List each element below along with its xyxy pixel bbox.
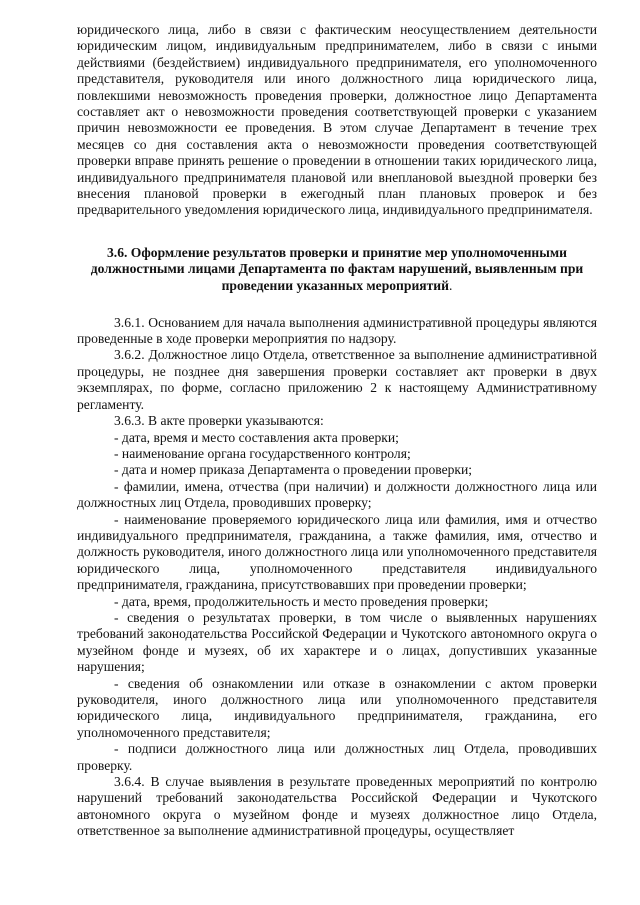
- intro-paragraph: юридического лица, либо в связи с фактическим неосуществлением деятельности юридическим лицом, индивидуальным предпринимателем, либо в связи с иными действиями (бездействием) индивидуального предпринимателя, его уполномоченного представителя, руководителя или иного должностного лица юридического лица, повлекшими невозможность проведения проверки, должностное лицо Департамента составляет акт о невозможности проведения соответствующей проверки с указанием причин невозможности ее проведения. В этом случае Департамент в течение трех месяцев со дня составления акта о невозможности проведения соответствующей проверки вправе принять решение о проведении в отношении таких юридического лица, индивидуального предпринимателя плановой или внеплановой выездной проверки без внесения плановой проверки в ежегодный план плановых проверок и без предварительного уведомления юридического лица, индивидуального предпринимателя.: [77, 22, 597, 218]
- paragraph-3-6-1: 3.6.1. Основанием для начала выполнения административной процедуры являются проведенные в ходе проверки мероприятия по надзору.: [77, 314, 597, 347]
- list-item: - сведения об ознакомлении или отказе в ознакомлении с актом проверки руководителя, иного должностного лица или уполномоченного представителя юридического лица, индивидуального предпринимателя, гражданина, его уполномоченного представителя;: [77, 675, 597, 740]
- list-item: - дата, время и место составления акта проверки;: [114, 429, 399, 445]
- document-page: [77, 22, 597, 840]
- section-heading-period: .: [448, 278, 453, 294]
- section-heading: [77, 245, 597, 295]
- list-item: - подписи должностного лица или должностных лиц Отдела, проводивших проверку.: [77, 741, 597, 773]
- paragraph-3-6-2: 3.6.2. Должностное лицо Отдела, ответственное за выполнение административной процедуры, не позднее дня завершения проверки составляет акт проверки в двух экземплярах, по форме, согласно приложению 2 к настоящему Административному регламенту.: [77, 347, 597, 412]
- paragraph-3-6-3: 3.6.3. В акте проверки указываются:: [114, 413, 324, 429]
- paragraph-3-6-4: 3.6.4. В случае выявления в результате проведенных мероприятий по контролю нарушений требований законодательства Российской Федерации и Чукотского автономного округа о музейном фонде и музеях должностное лицо Отдела, ответственное за выполнение административной процедуры, осуществляет: [77, 774, 597, 839]
- list-item: - наименование органа государственного контроля;: [114, 445, 411, 461]
- list-item: - дата, время, продолжительность и место проведения проверки;: [114, 593, 489, 609]
- list-item: - наименование проверяемого юридического лица или фамилия, имя и отчество индивидуального предпринимателя, гражданина, а также фамилия, имя, отчество и должность руководителя, иного должностного лица или уполномоченного представителя юридического лица, уполномоченного представителя индивидуального предпринимателя, гражданина, присутствовавших при проведении проверки;: [77, 511, 597, 593]
- list-item: - фамилии, имена, отчества (при наличии) и должности должностного лица или должностных лиц Отдела, проводивших проверку;: [77, 478, 597, 511]
- list-item: - дата и номер приказа Департамента о проведении проверки;: [114, 462, 473, 478]
- list-item: - сведения о результатах проверки, в том числе о выявленных нарушениях требований законодательства Российской Федерации и Чукотского автономного округа о музейном фонде и музеях, об их характере и о лицах, допустивших указанные нарушения;: [77, 609, 597, 675]
- section-heading-text: 3.6. Оформление результатов проверки и принятие мер уполномоченными должностными лицами Департамента по фактам нарушений, выявленным при проведении указанных мероприятий: [90, 244, 584, 294]
